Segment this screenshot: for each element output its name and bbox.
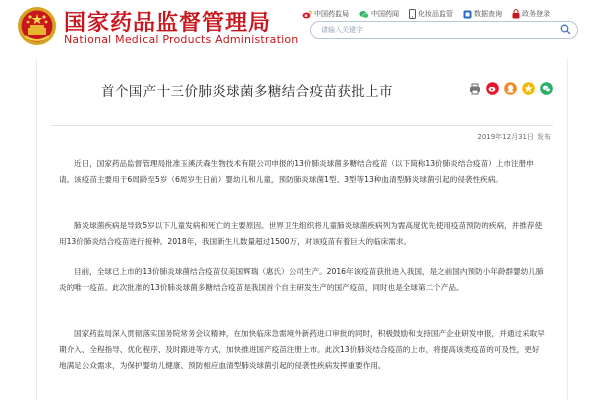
site-name-en: National Medical Products Administration (64, 33, 299, 46)
publish-date (477, 132, 551, 142)
national-emblem-icon (16, 6, 58, 46)
weibo-icon (302, 10, 312, 19)
top-link-label: 中国药监局 (314, 10, 349, 18)
article-paragraph: 目前，全球已上市的13价肺炎球菌结合疫苗仅美国辉瑞（惠氏）公司生产。2016年该疫苗获批进入我国，是之前国内预防小年龄群婴幼儿肺炎的唯一疫苗。此次批准的13价肺炎球菌多糖结合疫苗是我国首个自主研发生产的国产疫苗，同时也是全球第二个产品。 (59, 267, 544, 292)
top-link-label: 中国药闻 (371, 10, 399, 18)
title-divider (51, 125, 553, 126)
mobile-icon (409, 9, 416, 19)
share-qq-icon (504, 82, 517, 95)
share-weibo-button[interactable] (486, 82, 499, 95)
wechat-icon (359, 10, 369, 19)
top-link-label: 政务登录 (522, 10, 550, 18)
publish-label: 发布 (537, 133, 551, 141)
app-icon (463, 10, 472, 19)
print-icon (469, 83, 481, 95)
lock-icon (512, 9, 520, 19)
article-paragraph: 肺炎球菌疾病是导致5岁以下儿童发病和死亡的主要原因。世界卫生组织将儿童肺炎球菌疾病列为需高度优先使用疫苗预防的疾病，并推荐使用13价肺炎结合疫苗进行接种。2018年，我国新生儿数量超过1500万，对该疫苗有着巨大的临床需求。 (59, 221, 543, 246)
print-button[interactable] (469, 83, 481, 95)
article-title: 首个国产十三价肺炎球菌多糖结合疫苗获批上市 (101, 84, 393, 100)
share-wechat-button[interactable] (540, 82, 553, 95)
top-link-label: 化妆品监管 (418, 10, 453, 18)
article-container (36, 58, 568, 400)
top-link-wechat[interactable] (359, 9, 399, 19)
top-links (302, 8, 590, 20)
search-icon[interactable] (560, 24, 571, 35)
share-qzone-icon (522, 82, 535, 95)
site-header (0, 0, 600, 52)
search-box (310, 21, 578, 39)
share-qq-button[interactable] (504, 82, 517, 95)
share-toolbar (464, 82, 553, 95)
top-link-label: 数据查询 (474, 10, 502, 18)
top-link-weibo[interactable] (302, 9, 349, 19)
article-paragraph: 近日，国家药品监督管理局批准玉溪沃森生物技术有限公司申报的13价肺炎球菌多糖结合疫苗（以下简称13价肺炎结合疫苗）上市注册申请。该疫苗主要用于6周龄至5岁（6周岁生日前）婴幼儿和儿童，预防肺炎球菌1型、3型等13种血清型肺炎球菌引起的侵袭性疾病。 (59, 159, 534, 184)
top-link-login[interactable] (512, 9, 550, 19)
top-link-mobile[interactable] (409, 9, 453, 19)
date-text: 2019年12月31日 (477, 133, 534, 141)
share-weibo-icon (486, 82, 499, 95)
share-qzone-button[interactable] (522, 82, 535, 95)
share-wechat-icon (540, 82, 553, 95)
article-paragraph: 国家药监局深入贯彻落实国务院常务会议精神，在加快临床急需境外新药进口审批的同时，积极鼓励和支持国产企业研发申报，并通过采取早期介入、全程指导、优化程序、及时跟进等方式，加快推进国产疫苗注册上市。此次13价肺炎结合疫苗的上市，将提高该类疫苗的可及性，更好地满足公众需求，为保护婴幼儿健康、预防相应血清型肺炎球菌引起的侵袭性疾病发挥重要作用。 (59, 329, 545, 370)
site-name-cn[interactable]: 国家药品监督管理局 (64, 11, 272, 36)
search-input[interactable] (321, 24, 541, 36)
top-link-app[interactable] (463, 9, 502, 19)
